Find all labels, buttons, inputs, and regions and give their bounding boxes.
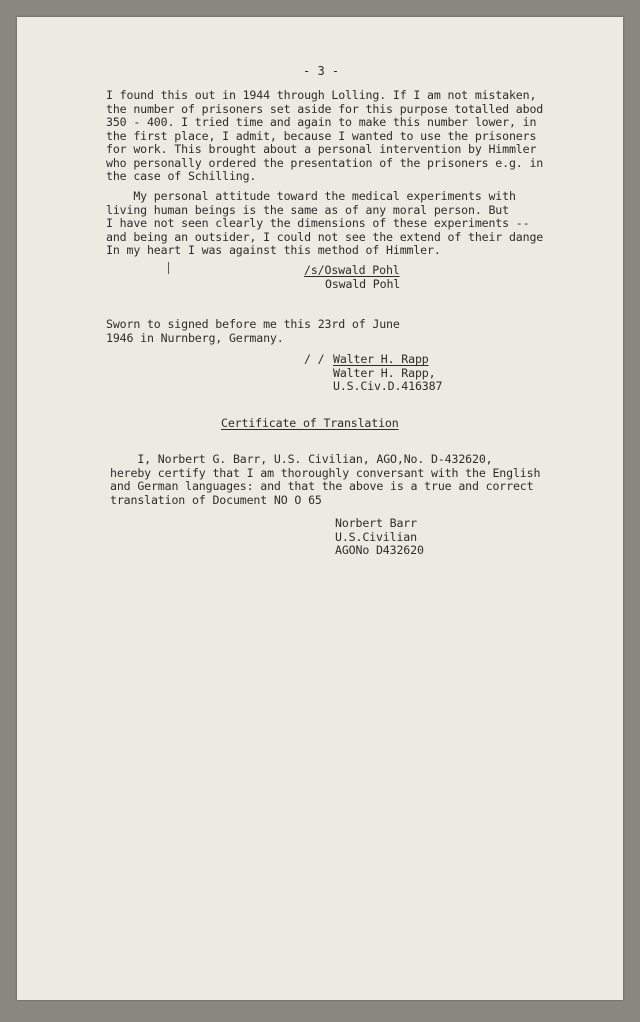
paragraph1-line: I found this out in 1944 through Lolling. If I am not mistaken, [106,88,537,102]
paragraph2-line: I have not seen clearly the dimensions of these experiments -- [106,216,530,230]
signature-prefix: / / [304,352,325,366]
translator-title: U.S.Civilian [335,529,417,544]
sworn-line: 1946 in Nurnberg, Germany. [106,330,284,345]
paragraph1-line: the number of prisoners set aside for this purpose totalled abod [106,101,544,116]
certificate-line: hereby certify that I am thoroughly conversant with the English [110,465,541,480]
signature-typed: Oswald Pohl [325,277,401,291]
signature-signed: /s/Oswald Pohl [304,263,400,277]
translator-ago: AGONo D432620 [335,543,424,557]
certificate-line: I, Norbert G. Barr, U.S. Civilian, AGO,No. D-432620, [110,452,493,466]
certificate-line: translation of Document NO O 65 [110,492,322,507]
translator-name: Norbert Barr [335,516,417,530]
certificate-line: and German languages: and that the above is a true and correct [110,479,534,493]
page-number: - 3 - [303,64,340,78]
witness-signed: Walter H. Rapp [333,352,429,366]
stray-mark [168,262,169,274]
paragraph1-line: for work. This brought about a personal intervention by Himmler [106,142,537,156]
sworn-line: Sworn to signed before me this 23rd of June [106,317,400,331]
paragraph1-line: 350 - 400. I tried time and again to make this number lower, in [106,115,537,129]
witness-id: U.S.Civ.D.416387 [333,379,443,393]
paragraph1-line: who personally ordered the presentation of the prisoners e.g. in [106,155,544,170]
paragraph1-line: the first place, I admit, because I wanted to use the prisoners [106,128,537,143]
witness-typed: Walter H. Rapp, [333,365,436,380]
paragraph1-line: the case of Schilling. [106,169,257,183]
paragraph2-line: and being an outsider, I could not see the extend of their dange [106,229,544,244]
paragraph2-line: My personal attitude toward the medical experiments with [106,189,516,203]
certificate-heading: Certificate of Translation [221,416,399,430]
paragraph2-line: living human beings is the same as of any moral person. But [106,202,509,217]
paragraph2-line: In my heart I was against this method of Himmler. [106,243,441,257]
